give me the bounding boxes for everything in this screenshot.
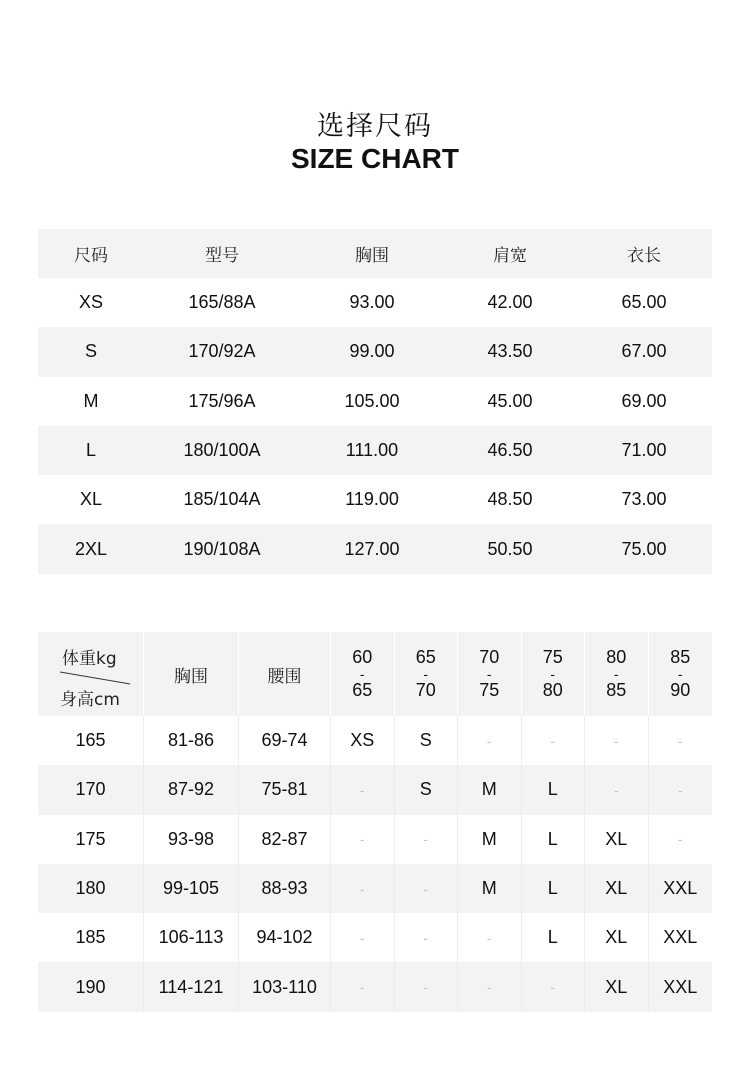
range-separator: - <box>613 666 619 682</box>
cell-size: XXL <box>663 976 698 997</box>
cell-size: XXL <box>663 878 698 899</box>
cell-size: - <box>677 732 683 749</box>
header-waist: 腰围 <box>239 632 331 716</box>
cell-size: 2XL <box>74 538 108 559</box>
cell-size: S <box>395 716 459 765</box>
cell-shoulder: 43.50 <box>487 341 533 362</box>
cell-size: - <box>331 815 395 864</box>
cell-chest: 119.00 <box>345 489 399 510</box>
cell-size: - <box>522 962 586 1011</box>
cell-height: 180 <box>38 864 144 913</box>
cell-size: - <box>395 913 459 962</box>
cell-waist: 69-74 <box>239 716 331 765</box>
cell-size: XS <box>331 716 395 765</box>
header-size: 尺码 <box>74 246 108 266</box>
range-from: 80 <box>606 647 627 667</box>
cell-length: 67.00 <box>621 341 667 362</box>
cell-size: L <box>522 864 586 913</box>
cell-size: M <box>458 765 522 814</box>
header-height-label: 身高cm <box>60 690 120 710</box>
cell-chest: 106-113 <box>144 913 239 962</box>
cell-height: 170 <box>38 765 144 814</box>
cell-size: XL <box>585 962 649 1011</box>
table-header-row <box>38 632 712 716</box>
cell-size: - <box>585 716 649 765</box>
range-from: 70 <box>479 647 500 667</box>
header-shoulder: 肩宽 <box>493 246 527 266</box>
range-from: 75 <box>542 647 563 667</box>
cell-size: S <box>395 765 459 814</box>
range-separator: - <box>423 666 429 682</box>
cell-shoulder: 50.50 <box>487 538 533 559</box>
range-to: 80 <box>542 680 563 700</box>
cell-size: XL <box>79 489 103 510</box>
cell-size: - <box>395 962 459 1011</box>
cell-waist: 88-93 <box>239 864 331 913</box>
cell-size: XL <box>585 864 649 913</box>
cell-height: 175 <box>38 815 144 864</box>
page-title-chinese: 选择尺码 <box>317 111 433 142</box>
table-row <box>38 377 712 426</box>
cell-waist: 103-110 <box>239 962 331 1011</box>
cell-chest: 99.00 <box>349 341 395 362</box>
cell-size: - <box>331 765 395 814</box>
cell-size: L <box>522 815 586 864</box>
cell-size: - <box>331 962 395 1011</box>
cell-length: 73.00 <box>621 489 667 510</box>
cell-chest: 93.00 <box>349 292 395 313</box>
header-weight-range <box>522 632 586 716</box>
table-row <box>38 278 712 327</box>
header-chest: 胸围 <box>355 246 389 266</box>
cell-height: 190 <box>38 962 144 1011</box>
header-weight-range <box>395 632 459 716</box>
range-separator: - <box>486 666 492 682</box>
cell-size: - <box>331 913 395 962</box>
cell-waist: 82-87 <box>239 815 331 864</box>
cell-size: - <box>395 864 459 913</box>
range-to: 70 <box>415 680 436 700</box>
cell-waist: 75-81 <box>239 765 331 814</box>
range-to: 85 <box>606 680 627 700</box>
range-separator: - <box>359 666 365 682</box>
range-from: 60 <box>352 647 373 667</box>
diagonal-divider <box>60 671 132 685</box>
cell-chest: 81-86 <box>144 716 239 765</box>
cell-model: 175/96A <box>188 390 256 411</box>
range-to: 75 <box>479 680 500 700</box>
cell-size: XL <box>585 913 649 962</box>
table-row <box>38 815 712 864</box>
cell-size: - <box>677 831 683 848</box>
cell-model: 190/108A <box>183 538 261 559</box>
cell-chest: 111.00 <box>345 440 399 461</box>
header-chest: 胸围 <box>144 632 239 716</box>
cell-size: S <box>84 341 97 362</box>
cell-size: L <box>85 440 96 461</box>
cell-waist: 94-102 <box>239 913 331 962</box>
cell-chest: 105.00 <box>344 390 400 411</box>
cell-height: 185 <box>38 913 144 962</box>
range-separator: - <box>677 666 683 682</box>
cell-model: 170/92A <box>188 341 256 362</box>
header-weight-range <box>649 632 713 716</box>
cell-size: L <box>522 765 586 814</box>
table-header-row <box>38 229 712 278</box>
cell-shoulder: 46.50 <box>487 440 533 461</box>
cell-chest: 127.00 <box>344 538 400 559</box>
cell-shoulder: 42.00 <box>487 292 533 313</box>
table-row <box>38 864 712 913</box>
cell-size: M <box>458 815 522 864</box>
table-row <box>38 475 712 524</box>
cell-size: - <box>331 864 395 913</box>
cell-chest: 93-98 <box>144 815 239 864</box>
table-row <box>38 327 712 376</box>
cell-size: - <box>458 962 522 1011</box>
table-row <box>38 962 712 1011</box>
cell-size: M <box>83 390 99 411</box>
range-from: 85 <box>670 647 691 667</box>
range-from: 65 <box>415 647 436 667</box>
cell-size: - <box>458 913 522 962</box>
cell-length: 65.00 <box>621 292 667 313</box>
cell-size: XS <box>78 292 103 313</box>
cell-height: 165 <box>38 716 144 765</box>
header-weight-range <box>585 632 649 716</box>
header-weight-label: 体重kg <box>62 649 117 669</box>
header-model: 型号 <box>205 246 239 266</box>
cell-length: 69.00 <box>621 390 667 411</box>
page-title-english: SIZE CHART <box>291 143 459 174</box>
table-row <box>38 524 712 573</box>
range-to: 65 <box>352 680 373 700</box>
header-length: 衣长 <box>627 246 661 266</box>
cell-chest: 99-105 <box>144 864 239 913</box>
header-corner-cell <box>38 632 144 716</box>
cell-length: 75.00 <box>621 538 667 559</box>
cell-chest: 114-121 <box>144 962 239 1011</box>
table-row <box>38 765 712 814</box>
range-separator: - <box>550 666 556 682</box>
cell-shoulder: 45.00 <box>487 390 533 411</box>
table-row <box>38 913 712 962</box>
cell-size: M <box>458 864 522 913</box>
cell-size: - <box>395 815 459 864</box>
cell-size: - <box>458 716 522 765</box>
cell-chest: 87-92 <box>144 765 239 814</box>
cell-model: 180/100A <box>183 440 261 461</box>
header-weight-range <box>331 632 395 716</box>
header-weight-range <box>458 632 522 716</box>
cell-model: 165/88A <box>188 292 256 313</box>
size-recommendation-table <box>38 632 712 1012</box>
garment-size-table <box>38 229 712 574</box>
cell-shoulder: 48.50 <box>487 489 533 510</box>
cell-model: 185/104A <box>183 489 261 510</box>
cell-size: - <box>522 716 586 765</box>
cell-size: - <box>677 781 683 798</box>
cell-size: L <box>522 913 586 962</box>
cell-size: - <box>585 765 649 814</box>
table-row <box>38 716 712 765</box>
cell-size: XL <box>585 815 649 864</box>
table-body <box>38 716 712 1012</box>
table-row <box>38 426 712 475</box>
cell-length: 71.00 <box>621 440 667 461</box>
range-to: 90 <box>670 680 691 700</box>
cell-size: XXL <box>663 927 698 948</box>
